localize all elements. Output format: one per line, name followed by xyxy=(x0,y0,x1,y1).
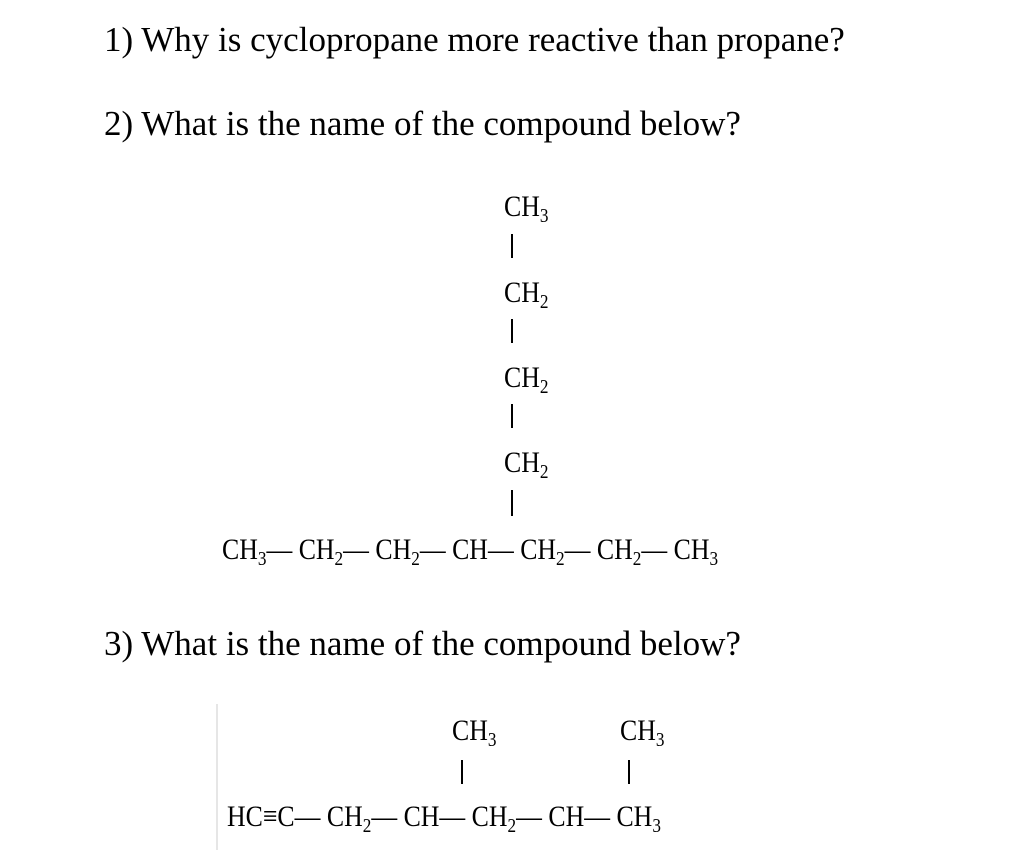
chain-group: $CH_3$ xyxy=(673,533,719,570)
chain-group-c: C xyxy=(277,800,295,833)
branch-bond-2 xyxy=(511,319,513,343)
single-bond: — xyxy=(487,533,514,566)
branch-group-ch2-c: $CH_2$ xyxy=(504,446,549,483)
substituent-ch3-2: $CH_3$ xyxy=(620,714,665,751)
single-bond: — xyxy=(419,533,446,566)
chain-group: $CH_2$ xyxy=(596,533,642,570)
chain-group-hc: HC xyxy=(227,800,263,833)
question-2: 2) What is the name of the compound below? xyxy=(104,104,741,143)
question-1: 1) Why is cyclopropane more reactive than propane? xyxy=(104,20,845,59)
branch-bond-1 xyxy=(511,234,513,258)
margin-rule xyxy=(216,704,218,850)
single-bond: — xyxy=(439,800,466,833)
single-bond: — xyxy=(641,533,668,566)
single-bond: — xyxy=(584,800,611,833)
chain-group: $CH_2$ xyxy=(326,800,372,837)
chain-group: $CH_2$ xyxy=(375,533,420,570)
compound-1-main-chain xyxy=(222,533,719,570)
substituent-bond-1 xyxy=(461,760,463,784)
chain-group-branch-point: CH xyxy=(452,533,488,566)
single-bond: — xyxy=(516,800,542,833)
single-bond: — xyxy=(343,533,369,566)
single-bond: — xyxy=(371,800,398,833)
single-bond: — xyxy=(294,800,321,833)
chain-group: CH xyxy=(403,800,440,833)
substituent-bond-2 xyxy=(628,760,630,784)
branch-bond-4 xyxy=(511,490,513,516)
compound-2-main-chain xyxy=(227,800,661,837)
branch-group-ch2-a: $CH_2$ xyxy=(504,276,549,313)
single-bond: — xyxy=(266,533,293,566)
chain-group: $CH_2$ xyxy=(298,533,344,570)
question-3: 3) What is the name of the compound below? xyxy=(104,624,741,663)
chain-group: $CH_2$ xyxy=(520,533,565,570)
branch-bond-3 xyxy=(511,404,513,428)
branch-group-ch2-b: $CH_2$ xyxy=(504,361,549,398)
chain-group: CH xyxy=(548,800,585,833)
substituent-ch3-1: $CH_3$ xyxy=(452,714,497,751)
chain-group: $CH_2$ xyxy=(471,800,517,837)
triple-bond: ≡ xyxy=(262,800,278,833)
single-bond: — xyxy=(564,533,591,566)
branch-group-ch3: $CH_3$ xyxy=(504,190,549,227)
chain-group: $CH_3$ xyxy=(222,533,267,570)
chain-group: $CH_3$ xyxy=(616,800,661,837)
